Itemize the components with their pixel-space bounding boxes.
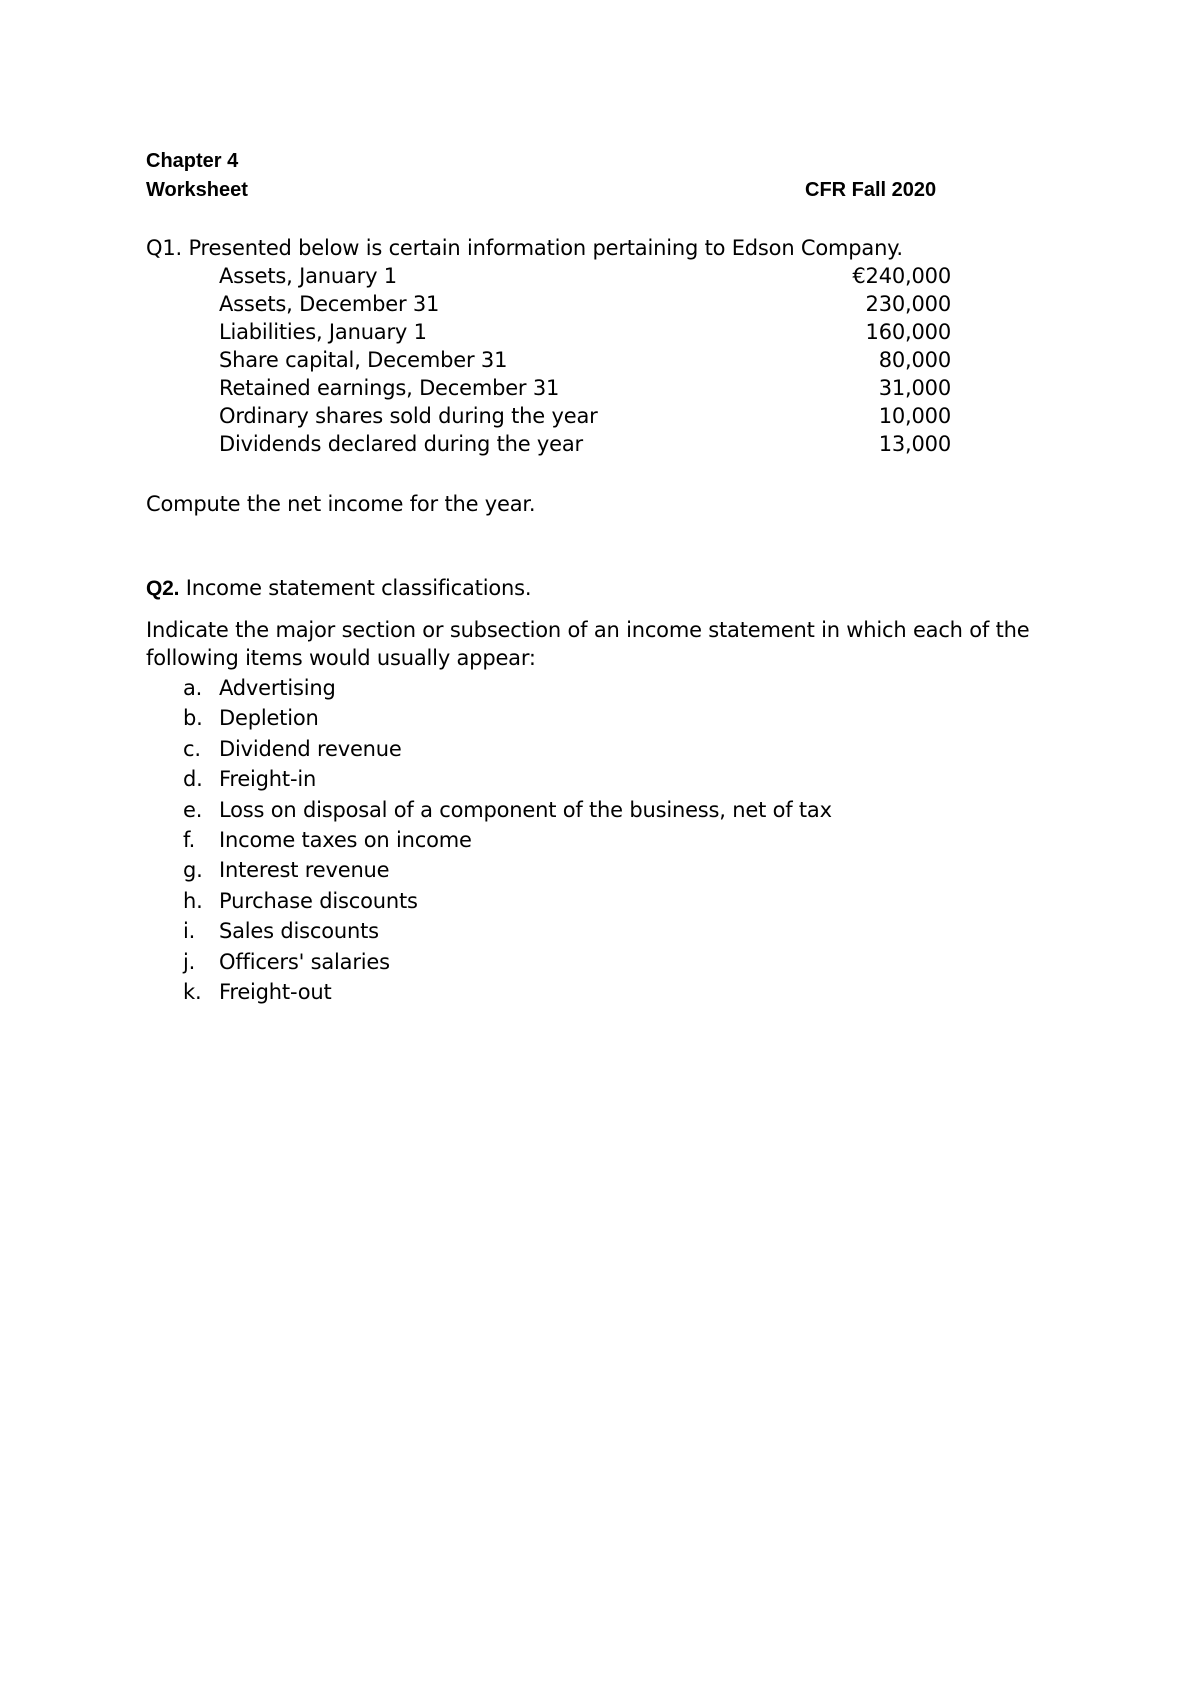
list-item	[0, 886, 1200, 916]
item-text: Loss on disposal of a component of the business, net of tax	[219, 797, 832, 822]
row-label: Liabilities, January 1	[219, 320, 427, 344]
list-item	[0, 673, 1200, 703]
q2-label: Q2.	[146, 577, 180, 600]
item-letter: c.	[183, 736, 201, 761]
row-amount: 160,000	[865, 320, 951, 344]
worksheet-label: Worksheet	[146, 179, 248, 201]
table-row	[219, 430, 951, 458]
list-item	[0, 977, 1200, 1007]
item-text: Depletion	[219, 706, 319, 731]
item-text: Freight-in	[219, 767, 317, 792]
row-label: Ordinary shares sold during the year	[219, 404, 598, 428]
list-item	[0, 947, 1200, 977]
row-amount: 10,000	[878, 404, 951, 428]
table-row	[219, 402, 951, 430]
q1-data-table	[219, 262, 951, 458]
table-row	[219, 318, 951, 346]
item-letter: d.	[183, 767, 203, 792]
list-item	[0, 916, 1200, 946]
table-row	[219, 290, 951, 318]
row-amount: €240,000	[852, 264, 951, 288]
item-text: Freight-out	[219, 979, 332, 1004]
q2-instruction-line-1: Indicate the major section or subsection of an income statement in which each of the	[146, 618, 1030, 642]
row-label: Dividends declared during the year	[219, 432, 583, 456]
list-item	[0, 764, 1200, 794]
table-row	[219, 262, 951, 290]
course-label: CFR Fall 2020	[805, 179, 937, 201]
q1-instruction: Compute the net income for the year.	[146, 492, 536, 516]
chapter-title: Chapter 4	[146, 150, 239, 172]
row-amount: 230,000	[865, 292, 951, 316]
q1-intro: Q1. Presented below is certain information pertaining to Edson Company.	[146, 236, 903, 260]
q2-item-list	[0, 673, 1200, 1007]
item-text: Purchase discounts	[219, 888, 418, 913]
item-letter: b.	[183, 706, 203, 731]
item-letter: j.	[183, 949, 196, 974]
table-row	[219, 374, 951, 402]
item-letter: e.	[183, 797, 203, 822]
row-amount: 13,000	[878, 432, 951, 456]
item-letter: a.	[183, 676, 203, 700]
q2-heading	[146, 574, 531, 603]
item-text: Officers' salaries	[219, 949, 390, 974]
list-item	[0, 855, 1200, 885]
q2-title: Income statement classifications.	[185, 576, 532, 600]
row-label: Share capital, December 31	[219, 348, 508, 372]
item-text: Interest revenue	[219, 858, 390, 883]
list-item	[0, 734, 1200, 764]
row-label: Assets, January 1	[219, 264, 397, 288]
list-item	[0, 795, 1200, 825]
row-amount: 31,000	[878, 376, 951, 400]
q2-instruction-line-2: following items would usually appear:	[146, 646, 536, 670]
item-letter: k.	[183, 979, 202, 1004]
row-label: Retained earnings, December 31	[219, 376, 560, 400]
list-item	[0, 703, 1200, 733]
row-amount: 80,000	[878, 348, 951, 372]
list-item	[0, 825, 1200, 855]
row-label: Assets, December 31	[219, 292, 440, 316]
item-text: Advertising	[219, 676, 336, 700]
item-letter: i.	[183, 919, 196, 944]
item-letter: h.	[183, 888, 203, 913]
item-text: Dividend revenue	[219, 736, 402, 761]
item-letter: g.	[183, 858, 203, 883]
item-letter: f.	[183, 827, 196, 852]
table-row	[219, 346, 951, 374]
item-text: Income taxes on income	[219, 827, 472, 852]
item-text: Sales discounts	[219, 919, 379, 944]
